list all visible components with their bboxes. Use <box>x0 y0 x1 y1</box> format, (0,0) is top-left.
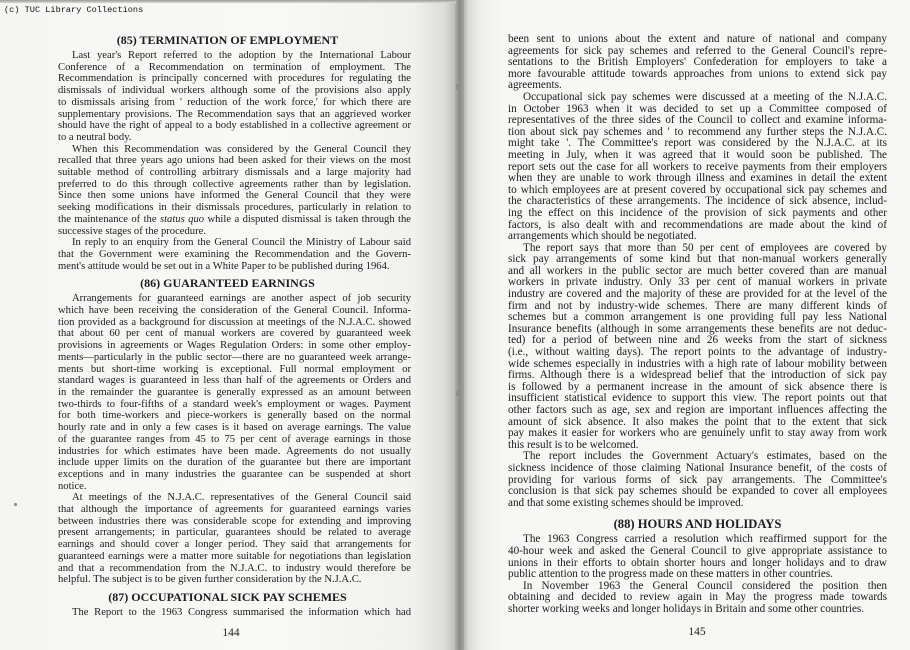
book-gutter <box>455 0 464 650</box>
section-heading: (88) HOURS AND HOLIDAYS <box>613 517 782 532</box>
text-line: Recommendation is principally concerned with procedures for regulating the <box>58 73 411 85</box>
text-line: providing for various forms of sick pay arrangements. The Committee's <box>508 473 887 486</box>
text-line: to a neutral body. <box>58 131 132 143</box>
text-line: suitable method of controlling arbitrary dismissals and a large majority had <box>58 167 411 179</box>
text-line: supplementary provisions. The Recommendation says that an aggrieved worker <box>58 108 411 120</box>
text-line: sentations to the British Employers' Confederation for employers to take a <box>508 56 887 69</box>
text-line: In reply to an enquiry from the General Council the Ministry of Labour said <box>72 237 411 249</box>
right-page-text-column <box>508 34 887 616</box>
section-heading: (87) OCCUPATIONAL SICK PAY SCHEMES <box>108 589 347 604</box>
text-line: Arrangements for guaranteed earnings are another aspect of job security <box>72 293 411 305</box>
paragraph <box>58 50 411 144</box>
text-line: Occupational sick pay schemes were discussed at a meeting of the N.J.A.C. <box>523 90 887 103</box>
text-line: in the remainder the guarantee is generally expressed as an amount between <box>58 386 411 398</box>
page-number-left: 144 <box>222 627 240 639</box>
text-line: standard wages is guaranteed in less than half of the agreements or Orders and <box>58 375 411 387</box>
text-line: been sent to unions about the extent and nature of national and company <box>508 33 887 45</box>
text-line: report sets out the case for all workers to receive payments from their employers <box>508 160 887 173</box>
text-line: schemes but a common arrangement is one providing full pay less National <box>508 311 887 324</box>
text-line: conclusion is that sick pay schemes should be expanded to cover all employees <box>508 485 887 498</box>
text-line: public attention to the progress made on these matters in other countries. <box>508 568 833 581</box>
text-line: Insurance benefits (although in some arrangements these benefits are not deduc- <box>508 322 887 335</box>
text-line: pay makes it easier for workers who are genuinely unfit to stay away from work <box>508 427 887 440</box>
text-line: between industries there was considerable scope for extending and improving <box>58 515 411 527</box>
paragraph <box>58 607 411 619</box>
emphasized-text: status quo <box>159 213 205 225</box>
text-line: that the Government were examining the Recommendation and the Govern- <box>58 248 411 260</box>
text-line: In November 1963 the General Council considered the position then <box>523 579 887 592</box>
text-line: to dismissals arising from ' reduction of the work force,' for which there are <box>58 96 411 108</box>
text-line: sickness incidence of those claiming National Insurance benefit, of the costs of <box>508 461 887 474</box>
text-line: helpful. The subject is to be given further consideration by the N.J.A.C. <box>58 574 362 586</box>
text-line: ments but short-time working is exceptional. Full normal employment or <box>58 363 411 375</box>
text-line: exceptions and in many industries the guarantee can be suspended at short <box>58 468 411 480</box>
paragraph <box>58 492 411 586</box>
text-line: Last year's Report referred to the adoption by the International Labour <box>72 50 411 61</box>
text-line: and all workers in the public sector are much better covered than are manual <box>508 264 887 277</box>
text-line: other factors such as age, sex and region are important influences affecting the <box>508 404 887 416</box>
text-line: is followed by a permanent increase in the amount of sick absence there is <box>508 380 887 393</box>
text-line: which have been receiving the consideration of the General Council. Informa- <box>58 305 411 317</box>
paragraph <box>508 534 887 580</box>
text-line: and that some existing schemes should be improved. <box>508 496 744 509</box>
scan-mark <box>14 503 17 506</box>
text-segment: while a disputed dismissal is taken through the <box>204 213 412 225</box>
text-line: The Report to the 1963 Congress summarised the information which had <box>72 606 411 618</box>
text-line: notice. <box>58 480 87 492</box>
text-line: amount of sick absence. It also makes the point that to the extent that sick <box>508 415 887 428</box>
copyright-watermark: (c) TUC Library Collections <box>4 5 144 15</box>
text-line: tion about sick pay schemes and ' to recommend any further steps the N.J.A.C. <box>508 125 887 138</box>
text-line: preferred to do this through collective agreements rather than by legislation. <box>58 178 411 190</box>
text-line <box>58 214 411 226</box>
text-line: representatives of the three sides of the Council to collect and examine informa- <box>508 114 887 127</box>
section-heading: (85) TERMINATION OF EMPLOYMENT <box>116 33 339 47</box>
text-line: tion provided as a background for discussion at meetings of the N.J.A.C. showed <box>58 316 411 328</box>
text-line: Conference of a Recommendation on termination of employment. The <box>58 61 411 73</box>
text-line: two-thirds to four-fifths of a standard week's employment or wages. Payment <box>58 398 411 410</box>
text-line: that about 60 per cent of manual workers are covered by guaranteed week <box>58 328 411 340</box>
page-top-edge <box>0 0 456 3</box>
text-line: unions in their efforts to obtain shorter hours and longer holidays and to draw <box>508 556 887 569</box>
text-line: in October 1963 when it was decided to set up a Committee composed of <box>508 102 887 115</box>
text-segment: the maintenance of the <box>58 213 160 225</box>
text-line: ment's attitude would be set out in a White Paper to be published during 1964. <box>58 260 390 272</box>
text-line: insufficient statistical evidence to support this view. The report points out that <box>508 392 887 405</box>
text-line: Since then some unions have informed the General Council that they were <box>58 190 411 202</box>
text-line: seeking modifications in their dismissals procedures, particularly in relation to <box>58 202 411 214</box>
text-line: wide schemes especially in industries with a high rate of labour mobility between <box>508 357 887 370</box>
text-line: this result is to be welcomed. <box>508 438 639 451</box>
text-line: When this Recommendation was considered by the General Council they <box>72 143 411 155</box>
section-heading: (86) GUARANTEED EARNINGS <box>140 276 315 291</box>
text-line: guaranteed earnings were a matter more suitable for negotiations than legislation <box>58 550 411 562</box>
text-line: for both time-workers and piece-workers is generally based on the normal <box>58 410 411 422</box>
scan-mark <box>456 84 460 90</box>
text-line: The report includes the Government Actuary's estimates, based on the <box>523 450 887 463</box>
text-line: ted) for a period of between nine and 26 weeks from the start of sickness <box>508 334 887 347</box>
paragraph <box>508 243 887 452</box>
text-line: (i.e., without waiting days). The report points to the advantage of industry- <box>508 346 887 359</box>
paragraph <box>58 144 411 238</box>
text-line: shorter working weeks and longer holidays in Britain and some other countries. <box>508 602 865 615</box>
text-line: sick pay arrangements of some kind but that non-manual workers generally <box>508 253 887 266</box>
text-line: firm and not by industry-wide schemes. There are many different kinds of <box>508 299 887 312</box>
text-line: recalled that three years ago unions had been asked for their views on the most <box>58 155 411 167</box>
text-line: to which employees are at present covered by occupational sick pay schemes and <box>508 183 887 196</box>
text-line: that although the importance of agreements for guaranteed earnings varies <box>58 504 411 516</box>
text-line: dismissals of individual workers although some of the provisions also apply <box>58 85 411 97</box>
text-line: successive stages of the procedure. <box>58 225 206 237</box>
paragraph <box>508 581 887 616</box>
text-line: obtaining and decided to review again in May the progress made towards <box>508 591 887 604</box>
text-line: present arrangements; in particular, guarantees should be related to average <box>58 527 411 539</box>
text-line: agreements. <box>508 79 562 92</box>
text-line: ments—particularly in the public sector—there are no guaranteed week arrange- <box>58 351 411 363</box>
paragraph <box>508 34 887 92</box>
text-line: At meetings of the N.J.A.C. representatives of the General Council said <box>72 492 411 504</box>
text-line: 40-hour week and asked the General Council to give appropriate assistance to <box>508 544 887 557</box>
text-line: provisions in agreements or Wages Regulation Orders: in some other employ- <box>58 340 411 352</box>
left-page-text-column <box>58 29 411 619</box>
text-line: The 1963 Congress carried a resolution which reaffirmed support for the <box>523 533 887 546</box>
text-line: factors, is also dealt with and recommendations are made about the kind of <box>508 218 887 231</box>
paragraph <box>58 293 411 492</box>
paragraph <box>58 237 411 272</box>
text-line: meeting in July, when it was agreed that it would soon be published. The <box>508 148 887 161</box>
text-line: The report says that more than 50 per cent of employees are covered by <box>523 241 887 254</box>
text-line: should have the right of appeal to a body established in a collective agreement or <box>58 120 411 132</box>
text-line: hourly rate and in only a few cases is it based on average earnings. The value <box>58 422 411 434</box>
text-line: when they are unable to work through illness and examines in detail the extent <box>508 172 887 185</box>
text-line: industry are covered and the majority of these are provided for at the level of the <box>508 288 887 301</box>
paragraph <box>508 92 887 243</box>
text-line: include upper limits on the duration of the guarantee but there are important <box>58 457 411 469</box>
text-line: the characteristics of these arrangements. The incidence of sick absence, includ- <box>508 195 887 208</box>
text-line: and that a recommendation from the N.J.A.C. to industry would therefore be <box>58 562 411 574</box>
text-line: industries for which estimates have been made. Agreements do not usually <box>58 445 411 457</box>
page-number-right: 145 <box>688 626 706 638</box>
text-line: arrangements which should be negotiated. <box>508 230 697 243</box>
text-line: earnings and should cover a longer period. They said that arrangements for <box>58 539 411 551</box>
text-line: ing the effect on this incidence of the provision of sick payments and other <box>508 206 887 219</box>
text-line: agreements for sick pay schemes and referred to the General Council's repre- <box>508 44 887 57</box>
text-line: of the guarantee ranges from 45 to 75 per cent of average earnings in those <box>58 433 411 445</box>
text-line: firms. Although there is a widespread belief that the introduction of sick pay <box>508 369 887 382</box>
text-line: workers in private industry. Only 33 per cent of manual workers in private <box>508 276 887 289</box>
paragraph <box>508 451 887 509</box>
scan-mark <box>456 391 460 396</box>
text-line: more favourable attitude towards approaches from unions to extend sick pay <box>508 67 887 80</box>
text-line: might take '. The Committee's report was considered by the N.J.A.C. at its <box>508 137 887 150</box>
